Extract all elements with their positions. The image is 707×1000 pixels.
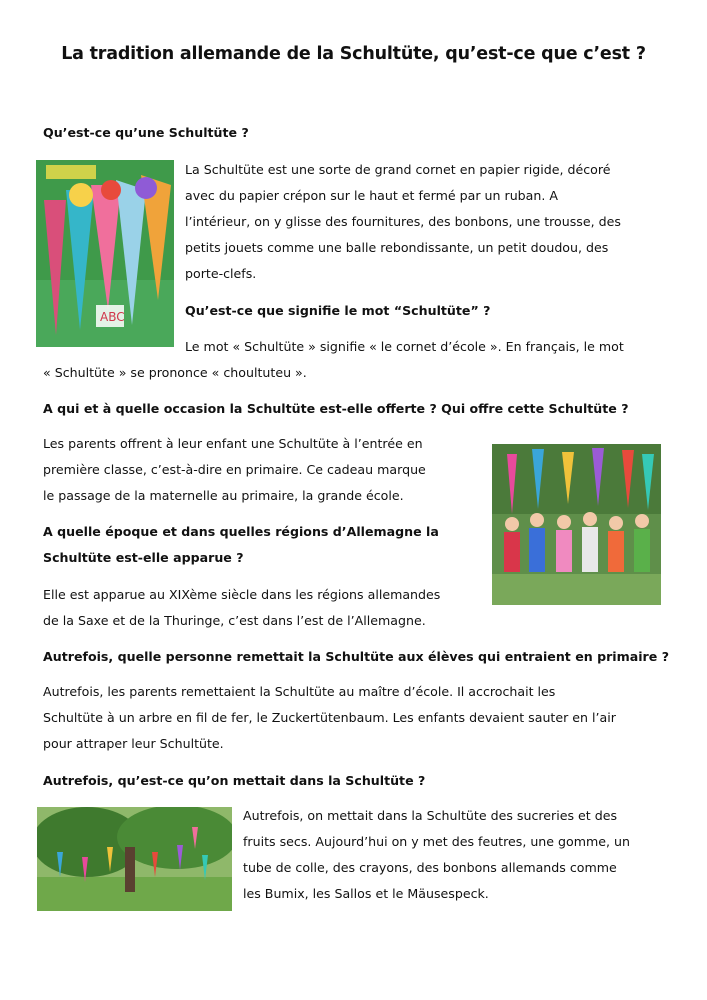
paragraph-line: Autrefois, les parents remettaient la Schultüte au maître d’école. Il accrochait les <box>43 684 556 699</box>
paragraph-line: les Bumix, les Sallos et le Mäusespeck. <box>243 886 489 901</box>
question-who-and-when: A qui et à quelle occasion la Schultüte est-elle offerte ? Qui offre cette Schultüte ? <box>43 401 629 416</box>
paragraph-line: Les parents offrent à leur enfant une Schultüte à l’entrée en <box>43 436 423 451</box>
paragraph-line: l’intérieur, on y glisse des fournitures, des bonbons, une trousse, des <box>185 214 621 229</box>
question-what-inside: Autrefois, qu’est-ce qu’on mettait dans la Schultüte ? <box>43 773 426 788</box>
paragraph-line: « Schultüte » se prononce « choultuteu ». <box>43 365 307 380</box>
paragraph-line: La Schultüte est une sorte de grand cornet en papier rigide, décoré <box>185 162 611 177</box>
paragraph-line: Autrefois, on mettait dans la Schultüte des sucreries et des <box>243 808 617 823</box>
tree-photo <box>37 807 232 911</box>
question-who-gave: Autrefois, quelle personne remettait la Schultüte aux élèves qui entraient en primaire ? <box>43 649 670 664</box>
cones-photo <box>36 160 174 347</box>
question-when-where-line2: Schultüte est-elle apparue ? <box>43 550 244 565</box>
paragraph-line: avec du papier crépon sur le haut et fermé par un ruban. A <box>185 188 558 203</box>
question-word-meaning: Qu’est-ce que signifie le mot “Schultüte” ? <box>185 303 491 318</box>
paragraph-line: porte-clefs. <box>185 266 257 281</box>
children-photo <box>492 444 661 605</box>
question-what-is-schultuete: Qu’est-ce qu’une Schultüte ? <box>43 125 249 140</box>
paragraph-line: petits jouets comme une balle rebondissante, un petit doudou, des <box>185 240 609 255</box>
paragraph-line: de la Saxe et de la Thuringe, c’est dans l’est de l’Allemagne. <box>43 613 426 628</box>
page-title: La tradition allemande de la Schultüte, qu’est-ce que c’est ? <box>61 44 646 64</box>
paragraph-line: fruits secs. Aujourd’hui on y met des feutres, une gomme, un <box>243 834 630 849</box>
paragraph-line: Elle est apparue au XIXème siècle dans les régions allemandes <box>43 587 441 602</box>
paragraph-line: Schultüte à un arbre en fil de fer, le Zuckertütenbaum. Les enfants devaient sauter en l’air <box>43 710 616 725</box>
paragraph-line: première classe, c’est-à-dire en primaire. Ce cadeau marque <box>43 462 426 477</box>
svg-text:ABC: ABC <box>100 310 125 324</box>
paragraph-line: Le mot « Schultüte » signifie « le cornet d’école ». En français, le mot <box>185 339 624 354</box>
question-when-where: A quelle époque et dans quelles régions d’Allemagne la <box>43 524 439 539</box>
paragraph-line: le passage de la maternelle au primaire, la grande école. <box>43 488 404 503</box>
paragraph-line: pour attraper leur Schultüte. <box>43 736 224 751</box>
paragraph-line: tube de colle, des crayons, des bonbons allemands comme <box>243 860 617 875</box>
